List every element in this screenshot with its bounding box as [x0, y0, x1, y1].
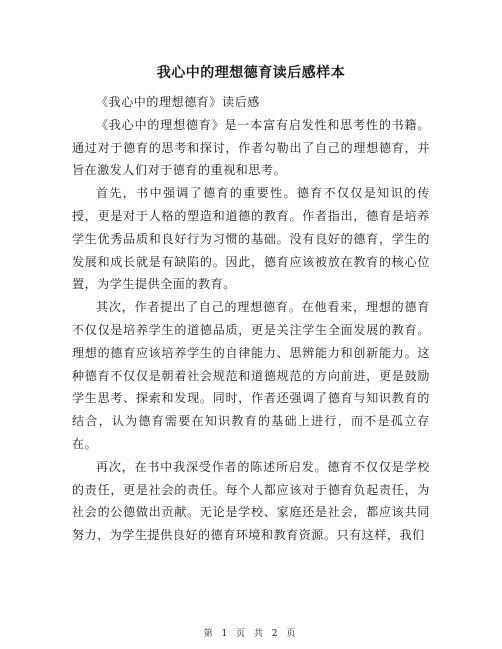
paragraph-inspiration: 再次，在书中我深受作者的陈述所启发。德育不仅仅是学校的责任，更是社会的责任。每个人都应该对于德育负起责任，为社会的公德做出贡献。无论是学校、家庭还是社会，都应该共同努力，为学生提供良好的德育环境和教育资源。只有这样，我们	[72, 459, 430, 543]
paragraph-importance: 首先，书中强调了德育的重要性。德育不仅仅是知识的传授，更是对于人格的塑造和道德的教育。作者指出，德育是培养学生优秀品质和良好行为习惯的基础。没有良好的德育，学生的发展和成长就是有缺陷的。因此，德育应该被放在教育的核心位置，为学生提供全面的教育。	[72, 186, 430, 292]
document-body	[72, 91, 430, 547]
intro-paragraph: 《我心中的理想德育》是一本富有启发性和思考性的书籍。通过对于德育的思考和探讨，作者勾勒出了自己的理想德育，并旨在激发人们对于德育的重视和思考。	[72, 117, 430, 178]
document-title: 我心中的理想德育读后感样本	[156, 65, 346, 81]
page-number-footer: 第 1 页 共 2 页	[203, 629, 299, 639]
subtitle-paragraph: 《我心中的理想德育》读后感	[96, 95, 260, 109]
paragraph-ideal-education: 其次，作者提出了自己的理想德育。在他看来，理想的德育不仅仅是培养学生的道德品质，更是关注学生全面发展的教育。理想的德育应该培养学生的自律能力、思辨能力和创新能力。这种德育不仅仅是朝着社会规范和道德规范的方向前进，更是鼓励学生思考、探索和发现。同时，作者还强调了德育与知识教育的结合，认为德育需要在知识教育的基础上进行，而不是孤立存在。	[72, 300, 430, 451]
